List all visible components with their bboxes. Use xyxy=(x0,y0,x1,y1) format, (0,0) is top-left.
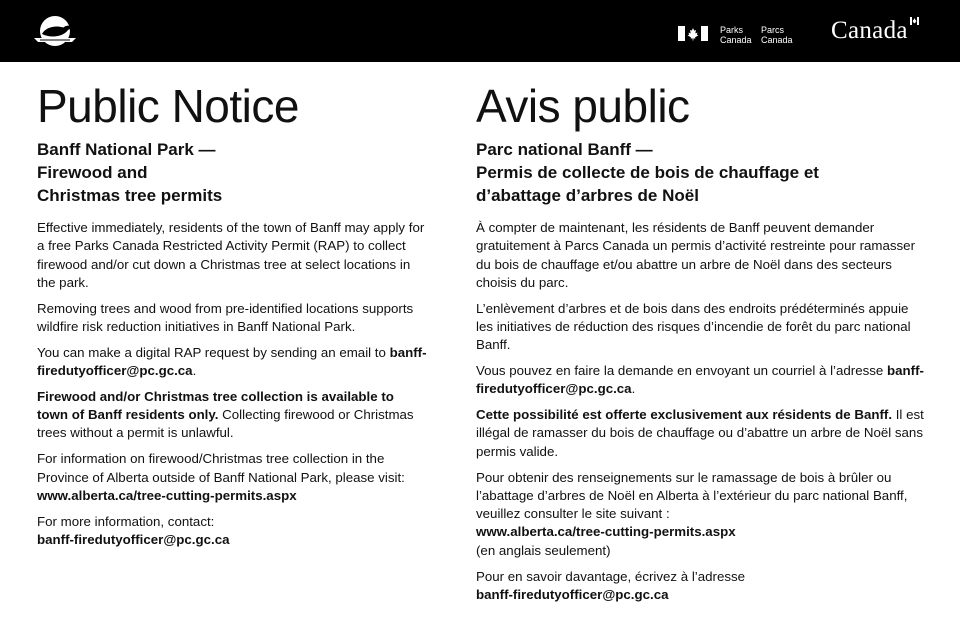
alberta-link[interactable]: www.alberta.ca/tree-cutting-permits.aspx xyxy=(37,487,297,503)
eligibility-text: Il est illégal de ramasser du bois de chauffage ou d’abattre un arbre de Noël sans permis valide. xyxy=(476,407,924,459)
paragraph-eligibility xyxy=(37,388,427,443)
contact-email[interactable]: banff-firedutyofficer@pc.gc.ca xyxy=(476,363,924,397)
page-title: Avis public xyxy=(476,80,690,132)
eligibility-bold: Cette possibilité est offerte exclusivement aux résidents de Banff. xyxy=(476,407,893,423)
paragraph-contact xyxy=(476,568,924,605)
paragraph-intro: À compter de maintenant, les résidents de Banff peuvent demander gratuitement à Parcs Canada un permis d’activité restreinte pour ramasser du bois de chauffage et/ou abattre un arbre de Noël dans des secteurs choisis du parc. xyxy=(476,220,915,290)
eligibility-bold: Firewood and/or Christmas tree collection is available to town of Banff residents only. xyxy=(37,388,394,423)
paragraph-request xyxy=(476,362,924,399)
paragraph-request xyxy=(37,344,427,381)
request-text: Vous pouvez en faire la demande en envoyant un courriel à l’adresse xyxy=(476,363,887,379)
wordmark-line: Canada xyxy=(761,35,793,45)
page-title: Public Notice xyxy=(37,80,299,132)
paragraph-alberta xyxy=(476,469,924,560)
subtitle-line: Permis de collecte de bois de chauffage et xyxy=(476,163,819,182)
punctuation: . xyxy=(631,381,636,397)
notice-subtitle xyxy=(37,138,427,207)
canada-wordmark: Canada xyxy=(831,17,908,44)
paragraph-eligibility xyxy=(476,406,924,461)
french-column xyxy=(476,80,924,612)
contact-text: Pour en savoir davantage, écrivez à l’adresse xyxy=(476,568,746,584)
header-bar xyxy=(0,0,960,62)
paragraph-alberta xyxy=(37,450,427,505)
eligibility-text: Collecting firewood or Christmas trees without a permit is unlawful. xyxy=(37,407,414,441)
wordmark-line: Parcs xyxy=(761,25,785,35)
paragraph-risk: L’enlèvement d’arbres et de bois dans des endroits prédéterminés appuie les initiatives de réduction des risques d’incendie de forêt du parc national Banff. xyxy=(476,300,911,353)
paragraph-contact xyxy=(37,513,427,550)
wordmark-line: Parks xyxy=(720,25,744,35)
wordmark-line: Canada xyxy=(720,35,752,45)
subtitle-line: Banff National Park — xyxy=(37,140,216,159)
wordmark-flag-icon xyxy=(910,17,919,25)
subtitle-line: Parc national Banff — xyxy=(476,140,653,159)
contact-email[interactable]: banff-firedutyofficer@pc.gc.ca xyxy=(476,586,669,602)
paragraph-intro: Effective immediately, residents of the town of Banff may apply for a free Parks Canada Restricted Activity Permit (RAP) to collect firewood and/or cut down a Christmas tree at select locations in the park. xyxy=(37,220,425,290)
contact-text: For more information, contact: xyxy=(37,513,215,529)
subtitle-line: Christmas tree permits xyxy=(37,186,223,205)
subtitle-line: d’abattage d’arbres de Noël xyxy=(476,186,699,205)
parks-canada-wordmark-fr xyxy=(761,25,793,45)
request-text: You can make a digital RAP request by sending an email to xyxy=(37,344,390,360)
canada-flag-icon xyxy=(678,26,708,41)
contact-email[interactable]: banff-firedutyofficer@pc.gc.ca xyxy=(37,344,427,379)
alberta-text: For information on firewood/Christmas tree collection in the Province of Alberta outside of Banff National Park, please visit: xyxy=(37,451,405,485)
contact-email[interactable]: banff-firedutyofficer@pc.gc.ca xyxy=(37,531,230,547)
language-note: (en anglais seulement) xyxy=(476,542,611,558)
alberta-link[interactable]: www.alberta.ca/tree-cutting-permits.aspx xyxy=(476,524,736,540)
punctuation: . xyxy=(192,363,197,379)
paragraph-risk: Removing trees and wood from pre-identified locations supports wildfire risk reduction initiatives in Banff National Park. xyxy=(37,300,414,334)
notice-subtitle xyxy=(476,138,924,207)
parks-canada-wordmark-en xyxy=(720,25,752,45)
alberta-text: Pour obtenir des renseignements sur le ramassage de bois à brûler ou l’abattage d’arbres de Noël en Alberta à l’extérieur du parc national Banff, veuillez consulter le site suivant : xyxy=(476,469,908,522)
beaver-shield-icon xyxy=(32,12,78,50)
subtitle-line: Firewood and xyxy=(37,163,148,182)
english-column xyxy=(37,80,427,557)
